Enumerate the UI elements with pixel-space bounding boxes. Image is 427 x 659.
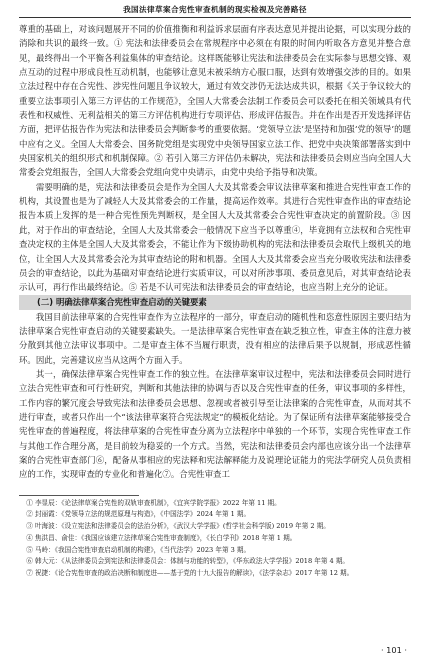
- footnote: ② 封丽霞：《党领导立法的规范原理与构造》，《中国法学》2024 年第 1 期。: [26, 510, 251, 519]
- footnote: ⑥ 韩大元：《从法律委员会到宪法和法律委员会：体制与功能的转型》，《华东政法大学学报》2018 年第 4 期。: [26, 557, 350, 566]
- footnote-divider: [19, 495, 139, 496]
- body-paragraph: 需要明确的是，宪法和法律委员会是作为全国人大及其常委会审议法律草案和推进合宪性审查工作的机构，其设置也是为了减轻人大及其常委会的工作量，提高运作效率。其进行合宪性审查作出的审查结论报告本质上发挥的是一种合宪性预先判断权，是全国人大及其常委会合宪性审查决定的前置阶段。③ 因此，对于作出的审查结论，全国人大及其常委会一般情况下应当予以尊重④，毕竟拥有立法权和合宪性审查决定权的主体是全国人大及其常委会，不能让作为下级协助机构的宪法和法律委员会取代上级机关的地位，让全国人大及其常委会沦为其审查结论的附和机器。全国人大及其常委会应当充分吸收宪法和法律委员会的审查结论，以此为基础对审查结论进行实质审议，可以对所涉事项、委员意见后，对其审查结论表示认可，再行作出最终结论。⑤ 若是不认可宪法和法律委员会的审查结论，也应当附上充分的论证。: [19, 181, 411, 293]
- footnote: ③ 叶海波：《设立宪法和法律委员会的法治分析》，《武汉大学学报》(哲学社会科学版) 2019 年第 2 期。: [26, 522, 330, 531]
- footnote: ⑤ 马岭：《我国合宪性审查启动机制的构建》，《当代法学》2023 年第 3 期。: [26, 545, 251, 554]
- page-number: · 101 ·: [380, 645, 407, 655]
- footnote: ⑦ 祝捷：《论合宪性审查的政治决断和制度进——基于党的十九大报告的解读》，《法学杂志》2017 年第 12 期。: [26, 569, 354, 578]
- body-paragraph: 其一，确保法律草案合宪性审查工作的独立性。在法律草案审议过程中，宪法和法律委员会同时进行立法合宪性审查和可行性研究，判断和其他法律的协调与否以及合宪性审查的任务，审议事项的多样性，工作内容的繁冗度会导致宪法和法律委员会思想、忽视或者被引导至让法律案的合宪性审查，从而对其不进行审查，或者只作出一个“该法律草案符合宪法规定”的模板化结论。为了保证所有法律草案能够接受合宪性审查的普遍程度，将法律草案的合宪性审查分离为立法程序中单独的一个环节，实现合宪性审查工作与其他工作合理分离，是目前较为稳妥的一个方式。当然，宪法和法律委员会内部也应该分出一个法律草案的合宪性审查部门⑥，配备从事相应的宪法释和宪法解释能力及说理论证能力的宪法学研究人员负责相应的工作，实现审查的专业化和普遍化⑦。合宪性审查工: [19, 368, 411, 480]
- section-heading: (二) 明确法律草案合宪性审查启动的关键要素: [19, 295, 411, 310]
- running-header: 我国法律草案合宪性审查机制的现实检视及完善路径: [19, 4, 411, 18]
- body-paragraph: 尊重的基础上，对该问题展开不同的价值推衡和利益诉求层面有序表达意见并提出论据，可以实现分歧的消除和共识的最终一致。① 宪法和法律委员会在常规程序中必须在有限的时间内听取各方意见并整合意见，最终得出一个平衡各利益集体的审查结论。这样既能够让宪法和法律委员会在实际参与思想交锋、观点互动的过程中形成良性互动机制，也能够让意见未被采纳方心服口服，达到有效增强交涉的目的。如果立法过程中存在合宪性、涉宪性问题且争议较大，通过有效交涉仍无法达成共识，根据《关于争议较大的重要立法事项引入第三方评估的工作规范》，全国人大常委会法制工作委员会可以委托在相关领域具有代表性和权威性、无利益相关的第三方评估机构进行专项评估、形成评估报告。并在作出是否开发选择评估方面，把评估报告作为宪法和法律委员会判断参考的重要依据。‘党领导立法’是坚持和加强‘党的领导’的题中应有之义。全国人大常委会、国务院党组是实现党中央领导国家立法工作、把党中央决策部署落实到中央国家机关的组织形式和机制保障。② 若引入第三方评估仍未解决，宪法和法律委员会则应当向全国人大常委会党组报告，全国人大常委会党组向党中央请示，由党中央给予指导和决策。: [19, 24, 411, 178]
- main-body: [19, 22, 411, 482]
- footnotes: [19, 498, 411, 580]
- footnote: ① 李显辰：《论法律草案合宪性的双轨审查机制》，《宜宾学院学报》2022 年第 11 期。: [26, 498, 281, 507]
- body-paragraph: 我国目前法律草案的合宪性审查作为立法程序的一部分，审查启动的随机性和恣意性原因主要归结为法律草案合宪性审查启动的关键要素缺失。一是法律草案合宪性审查在缺乏独立性，审查主体的注意力被分散到其他立法审议事项中。二是审查主体不当履行职责，没有相应的法律后果予以规制，形成恶性循环。因此，完善建议应当从这两个方面入手。: [19, 311, 411, 365]
- footnote: ④ 焦洪昌、俞佳：《我国应该建立法律草案合宪性审查制度》，《长白学刊》2018 年第 1 期。: [26, 533, 297, 542]
